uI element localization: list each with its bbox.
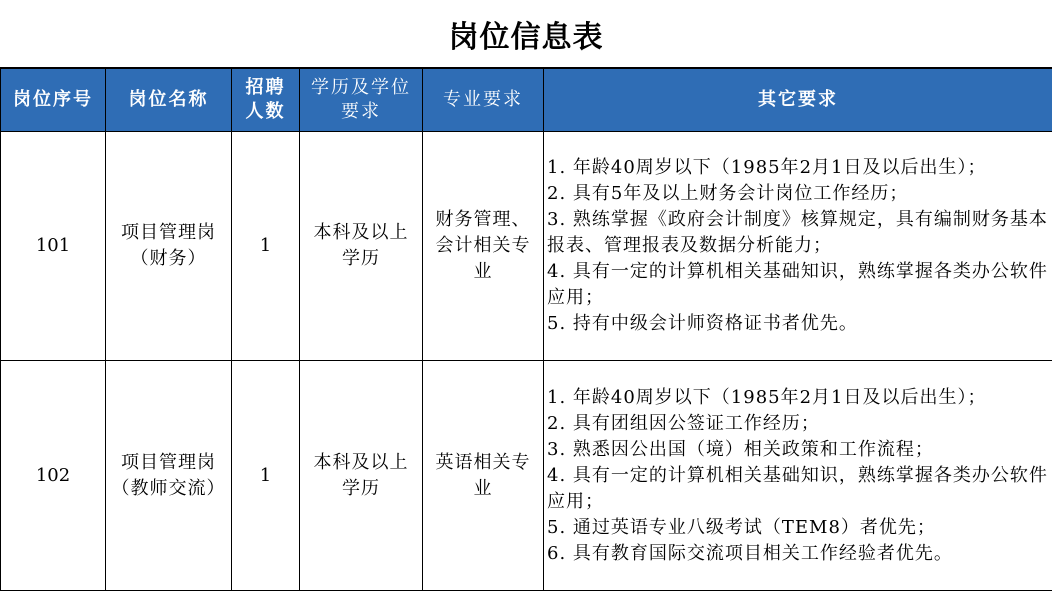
other-requirements-cell bbox=[544, 361, 1052, 591]
table-row bbox=[1, 132, 1052, 361]
header-recruit-count-line-1: 招聘 bbox=[232, 76, 299, 100]
title-row bbox=[0, 0, 1052, 68]
degree-line-1: 本科及以上 bbox=[300, 220, 422, 246]
major-cell bbox=[423, 132, 544, 361]
table-row bbox=[1, 361, 1052, 591]
requirement-item: 3. 熟练掌握《政府会计制度》核算规定，具有编制财务基本报表、管理报表及数据分析能力； bbox=[547, 207, 1050, 259]
requirement-item: 3. 熟悉因公出国（境）相关政策和工作流程； bbox=[547, 437, 1050, 463]
requirement-item: 6. 具有教育国际交流项目相关工作经验者优先。 bbox=[547, 541, 1050, 567]
post-name-line-2: （财务） bbox=[106, 246, 231, 272]
post-name-line-2: （教师交流） bbox=[106, 476, 231, 502]
header-degree-line-1: 学历及学位 bbox=[300, 76, 422, 100]
post-name-line-1: 项目管理岗 bbox=[106, 220, 231, 246]
header-post-no: 岗位序号 bbox=[1, 69, 106, 132]
major-line-3: 业 bbox=[423, 259, 543, 285]
degree-cell bbox=[300, 361, 423, 591]
post-info-table bbox=[0, 68, 1052, 591]
header-row bbox=[1, 69, 1052, 132]
degree-line-1: 本科及以上 bbox=[300, 450, 422, 476]
header-degree bbox=[300, 69, 423, 132]
header-major: 专业要求 bbox=[423, 69, 544, 132]
header-post-name: 岗位名称 bbox=[106, 69, 232, 132]
requirement-item: 4. 具有一定的计算机相关基础知识，熟练掌握各类办公软件应用； bbox=[547, 259, 1050, 311]
recruit-count-cell: 1 bbox=[232, 132, 300, 361]
header-recruit-count bbox=[232, 69, 300, 132]
requirement-item: 5. 通过英语专业八级考试（TEM8）者优先； bbox=[547, 515, 1050, 541]
requirement-item: 5. 持有中级会计师资格证书者优先。 bbox=[547, 311, 1050, 337]
page-title: 岗位信息表 bbox=[449, 12, 604, 56]
requirement-item: 2. 具有团组因公签证工作经历； bbox=[547, 411, 1050, 437]
requirement-item: 1. 年龄40周岁以下（1985年2月1日及以后出生）； bbox=[547, 385, 1050, 411]
post-no-cell: 102 bbox=[1, 361, 106, 591]
post-name-cell bbox=[106, 132, 232, 361]
other-requirements-cell bbox=[544, 132, 1052, 361]
header-other-requirements: 其它要求 bbox=[544, 69, 1052, 132]
post-name-cell bbox=[106, 361, 232, 591]
degree-line-2: 学历 bbox=[300, 246, 422, 272]
major-line-2: 会计相关专 bbox=[423, 233, 543, 259]
post-no-cell: 101 bbox=[1, 132, 106, 361]
header-recruit-count-line-2: 人数 bbox=[232, 100, 299, 124]
major-cell bbox=[423, 361, 544, 591]
requirement-item: 2. 具有5年及以上财务会计岗位工作经历； bbox=[547, 181, 1050, 207]
major-line-2: 业 bbox=[423, 476, 543, 502]
major-line-1: 英语相关专 bbox=[423, 450, 543, 476]
degree-cell bbox=[300, 132, 423, 361]
requirement-item: 4. 具有一定的计算机相关基础知识，熟练掌握各类办公软件应用； bbox=[547, 463, 1050, 515]
header-degree-line-2: 要求 bbox=[300, 100, 422, 124]
requirement-item: 1. 年龄40周岁以下（1985年2月1日及以后出生）； bbox=[547, 155, 1050, 181]
major-line-1: 财务管理、 bbox=[423, 207, 543, 233]
degree-line-2: 学历 bbox=[300, 476, 422, 502]
recruit-count-cell: 1 bbox=[232, 361, 300, 591]
post-name-line-1: 项目管理岗 bbox=[106, 450, 231, 476]
